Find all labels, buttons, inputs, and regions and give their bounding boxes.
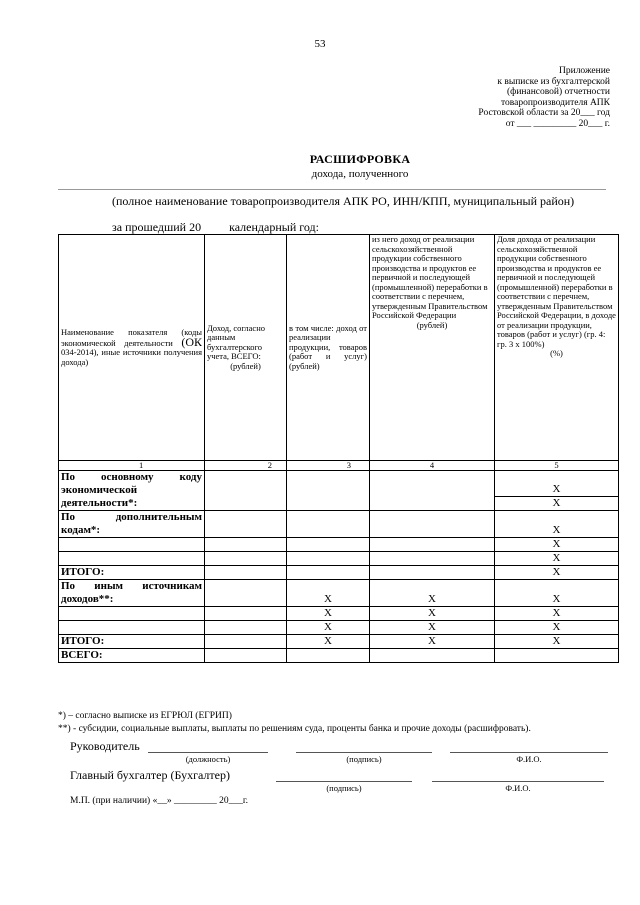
col-number: 4: [370, 461, 495, 471]
x-mark: Х: [495, 552, 619, 566]
header-col4-text: из него доход от реализации сельскохозяйственной продукции собственного производства и продуктов ее первичной и последующей (промышленной) переработки в соответствии с перечнем, утвержденным Правительством Российской Федерации: [372, 234, 488, 320]
header-indicator-name: [59, 235, 205, 461]
full-name-caption: (полное наименование товаропроизводителя АПК РО, ИНН/КПП, муниципальный район): [112, 194, 575, 208]
header-col1-ok: (ОК: [181, 334, 202, 349]
table-cell: [205, 649, 287, 663]
header-col1-text: Наименование показателя (коды экономической деятельности: [61, 327, 202, 348]
table-cell: [59, 607, 205, 621]
document-title: РАСШИФРОВКА: [309, 152, 411, 166]
header-col2-unit: (рублей): [230, 360, 261, 371]
x-mark: Х: [370, 621, 495, 635]
income-breakdown-table: [58, 234, 619, 663]
table-row: [59, 607, 619, 621]
table-cell: [205, 607, 287, 621]
table-row: [59, 552, 619, 566]
header-sales-income: в том числе: доход от реализации продукции, товаров (работ и услуг) (рублей): [287, 235, 370, 461]
name-caption: Ф.И.О.: [516, 754, 542, 764]
table-cell: [287, 471, 370, 511]
table-cell: [205, 566, 287, 580]
table-cell: [205, 635, 287, 649]
table-row: [59, 621, 619, 635]
x-mark: Х: [495, 621, 619, 635]
appendix-line: от ___ _________ 20___ г.: [505, 118, 610, 129]
table-row: [59, 635, 619, 649]
section-main-activity: По основному коду экономической деятельности*:: [59, 471, 205, 511]
header-col1-text-2: 034-2014), иные источники получения дохода): [61, 347, 202, 367]
x-mark: Х: [495, 471, 619, 497]
table-header-row: [59, 235, 619, 461]
x-mark: Х: [495, 511, 619, 538]
header-agri-share: [495, 235, 619, 461]
header-col4-unit: (рублей): [416, 319, 448, 330]
table-cell: [370, 471, 495, 511]
section-subtotal: ИТОГО:: [59, 566, 205, 580]
x-mark: Х: [495, 607, 619, 621]
table-cell: [370, 538, 495, 552]
header-col2-text: Доход, согласно данным бухгалтерского учета, ВСЕГО:: [207, 322, 266, 362]
appendix-line: товаропроизводителя АПК: [501, 97, 610, 108]
position-caption: (должность): [185, 754, 231, 764]
x-mark: Х: [495, 538, 619, 552]
table-row: [59, 649, 619, 663]
appendix-line: (финансовой) отчетности: [507, 87, 610, 97]
table-cell: [495, 649, 619, 663]
col-number: 3: [287, 461, 370, 471]
table-cell: [205, 552, 287, 566]
section-total: ВСЕГО:: [59, 649, 205, 663]
signature-caption: (подпись): [326, 783, 362, 793]
section-other-sources: По иным источникам доходов**:: [59, 580, 205, 607]
col-number: 1: [59, 461, 205, 471]
section-subtotal: ИТОГО:: [59, 635, 205, 649]
table-cell: [287, 566, 370, 580]
signature-caption: (подпись): [346, 754, 382, 764]
table-cell: [287, 649, 370, 663]
section-additional-codes: По дополнительным кодам*:: [59, 511, 205, 538]
table-cell: [287, 552, 370, 566]
position-line: [148, 752, 268, 753]
period-prefix: за прошедший 20: [112, 220, 202, 234]
stamp-date-line: М.П. (при наличии) «__» _________ 20___г.: [70, 796, 249, 806]
document-subtitle: дохода, полученного: [311, 168, 409, 180]
name-line: [450, 752, 608, 753]
appendix-line: к выписке из бухгалтерской: [497, 76, 610, 87]
table-cell: [370, 511, 495, 538]
header-col5-text: Доля дохода от реализации сельскохозяйственной продукции собственного производства и продуктов ее первичной и последующей (промышленной) переработки в соответствии с перечнем, утвержденным Правительством Российской Федерации, в доходе от реализации продукции, товаров (работ и услуг) (гр. 4: гр. 3 х 100%): [497, 234, 616, 349]
table-cell: [59, 552, 205, 566]
name-fill-line: [58, 189, 606, 190]
x-mark: Х: [370, 635, 495, 649]
appendix-line: Приложение: [559, 66, 610, 76]
table-row: [59, 538, 619, 552]
table-row: [59, 566, 619, 580]
x-mark: Х: [495, 566, 619, 580]
table-cell: [59, 538, 205, 552]
table-cell: [205, 511, 287, 538]
table-cell: [370, 552, 495, 566]
x-mark: Х: [495, 580, 619, 607]
x-mark: Х: [370, 580, 495, 607]
signature-line: [276, 781, 412, 782]
footnote-1: *) – согласно выписке из ЕГРЮЛ (ЕГРИП): [58, 711, 232, 721]
x-mark: Х: [287, 580, 370, 607]
name-line: [432, 781, 604, 782]
table-cell: [205, 471, 287, 511]
x-mark: Х: [287, 635, 370, 649]
col-number: 5: [495, 461, 619, 471]
chief-accountant-label: Главный бухгалтер (Бухгалтер): [70, 768, 230, 782]
x-mark: Х: [370, 607, 495, 621]
col-number: 2: [205, 461, 287, 471]
header-col5-unit: (%): [550, 348, 563, 358]
x-mark: Х: [287, 607, 370, 621]
x-mark: Х: [287, 621, 370, 635]
x-mark: Х: [495, 635, 619, 649]
table-cell: [287, 538, 370, 552]
signature-line: [296, 752, 432, 753]
table-cell: [370, 649, 495, 663]
table-cell: [370, 566, 495, 580]
header-agri-income: [370, 235, 495, 461]
period-line: [112, 220, 319, 235]
appendix-block: [440, 66, 610, 129]
column-number-row: [59, 461, 619, 471]
header-total-income: [205, 235, 287, 461]
name-caption: Ф.И.О.: [505, 783, 531, 793]
table-cell: [59, 621, 205, 635]
table-cell: [205, 621, 287, 635]
table-cell: [205, 538, 287, 552]
table-cell: [205, 580, 287, 607]
x-mark: Х: [495, 497, 619, 511]
head-label: Руководитель: [70, 739, 140, 753]
page-number: 53: [314, 38, 326, 50]
period-suffix: календарный год:: [229, 220, 319, 234]
appendix-line: Ростовской области за 20___ год: [478, 108, 610, 118]
table-cell: [287, 511, 370, 538]
footnote-2: **) - субсидии, социальные выплаты, выплаты по решениям суда, проценты банка и прочие доходы (расшифровать).: [58, 724, 531, 734]
